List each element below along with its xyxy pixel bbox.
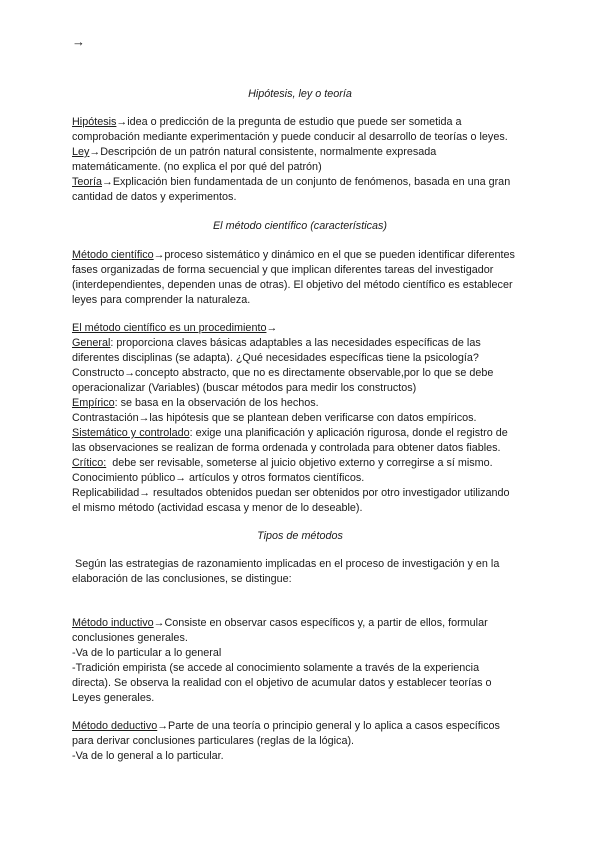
conocimiento-line: Conocimiento público→ artículos y otros formatos científicos. xyxy=(72,472,365,484)
empirico-line xyxy=(72,396,319,411)
empirico-term: Empírico xyxy=(72,397,115,409)
hipotesis-line-2: comprobación mediante experimentación y puede conducir al desarrollo de teorías o leyes. xyxy=(72,131,508,143)
metodo-line-1 xyxy=(72,248,515,263)
deductivo-line-1 xyxy=(72,719,500,734)
metodo-definition: →proceso sistemático y dinámico en el que se pueden identificar diferentes xyxy=(153,249,515,261)
inductivo-line-2: conclusiones generales. xyxy=(72,632,188,644)
inductivo-term: Método inductivo xyxy=(72,617,154,629)
intro-line-1: Según las estrategias de razonamiento implicadas en el proceso de investigación y en la xyxy=(72,558,500,570)
critico-line xyxy=(72,456,493,471)
sistematico-line-2: las observaciones se realizan de forma ordenada y controlada para obtener datos fiables. xyxy=(72,442,501,454)
general-term: General xyxy=(72,337,111,349)
sistematico-line-1 xyxy=(72,426,508,441)
metodo-line-2: fases organizadas de forma secuencial y que implican diferentes tareas del investigador xyxy=(72,264,494,276)
teoria-line-1 xyxy=(72,175,510,190)
replicabilidad-line-2: el mismo método (actividad escasa y menor de lo deseable). xyxy=(72,502,363,514)
replicabilidad-line-1: Replicabilidad→ resultados obtenidos puedan ser obtenidos por otro investigador utilizando xyxy=(72,487,510,499)
ley-term: Ley xyxy=(72,146,90,158)
critico-definition: debe ser revisable, someterse al juicio objetivo externo y corregirse a sí mismo. xyxy=(106,457,493,469)
constructo-line-1: Constructo→concepto abstracto, que no es directamente observable,por lo que se debe xyxy=(72,367,494,379)
inductivo-line-5: directa). Se observa la realidad con el objetivo de acumular datos y establecer teorías o xyxy=(72,677,492,689)
inductivo-line-4: -Tradición empirista (se accede al conocimiento solamente a través de la experiencia xyxy=(72,662,480,674)
general-line-1 xyxy=(72,336,481,351)
section-title-hipotesis: Hipótesis, ley o teoría xyxy=(248,88,352,100)
deductivo-definition: →Parte de una teoría o principio general y lo aplica a casos específicos xyxy=(157,720,500,732)
contrastacion-line: Contrastación→las hipótesis que se plantean deben verificarse con datos empíricos. xyxy=(72,412,477,424)
teoria-term: Teoría xyxy=(72,176,103,188)
inductivo-line-1 xyxy=(72,616,488,631)
procedimiento-arrow: → xyxy=(266,322,278,334)
deductivo-line-3: -Va de lo general a lo particular. xyxy=(72,750,224,762)
metodo-line-3: (interdependientes, dependen unas de otras). El objetivo del método científico es establecer xyxy=(72,279,513,291)
deductivo-line-2: para derivar conclusiones particulares (reglas de la lógica). xyxy=(72,735,355,747)
intro-line-2: elaboración de las conclusiones, se distingue: xyxy=(72,573,292,585)
sistematico-definition: : exige una planificación y aplicación rigurosa, donde el registro de xyxy=(189,427,508,439)
constructo-line-2: operacionalizar (Variables) (buscar métodos para medir los constructos) xyxy=(72,382,417,394)
procedimiento-heading-text: El método científico es un procedimiento xyxy=(72,322,267,334)
sistematico-term: Sistemático y controlado xyxy=(72,427,190,439)
general-definition: : proporciona claves básicas adaptables a las necesidades específicas de las xyxy=(110,337,481,349)
hipotesis-line-1 xyxy=(72,115,462,130)
empirico-definition: : se basa en la observación de los hechos. xyxy=(114,397,319,409)
metodo-term: Método científico xyxy=(72,249,154,261)
arrow-glyph: → xyxy=(72,34,85,49)
general-line-2: diferentes disciplinas (se adapta). ¿Qué necesidades específicas tiene la psicología? xyxy=(72,352,479,364)
teoria-line-2: cantidad de datos y experimentos. xyxy=(72,191,237,203)
procedimiento-heading xyxy=(72,321,277,336)
ley-line-1 xyxy=(72,145,436,160)
metodo-line-4: leyes para comprender la naturaleza. xyxy=(72,294,251,306)
critico-term: Crítico: xyxy=(72,457,107,469)
hipotesis-term: Hipótesis xyxy=(72,116,117,128)
teoria-definition: →Explicación bien fundamentada de un conjunto de fenómenos, basada en una gran xyxy=(102,176,511,188)
ley-definition: →Descripción de un patrón natural consistente, normalmente expresada xyxy=(89,146,437,158)
section-title-metodo: El método científico (características) xyxy=(212,220,387,232)
inductivo-line-3: -Va de lo particular a lo general xyxy=(72,647,222,659)
hipotesis-definition: →idea o predicción de la pregunta de estudio que puede ser sometida a xyxy=(116,116,462,128)
section-title-tipos: Tipos de métodos xyxy=(257,530,343,542)
deductivo-term: Método deductivo xyxy=(72,720,158,732)
inductivo-definition: →Consiste en observar casos específicos y, a partir de ellos, formular xyxy=(153,617,488,629)
ley-line-2: matemáticamente. (no explica el por qué del patrón) xyxy=(72,161,322,173)
inductivo-line-6: Leyes generales. xyxy=(72,692,155,704)
